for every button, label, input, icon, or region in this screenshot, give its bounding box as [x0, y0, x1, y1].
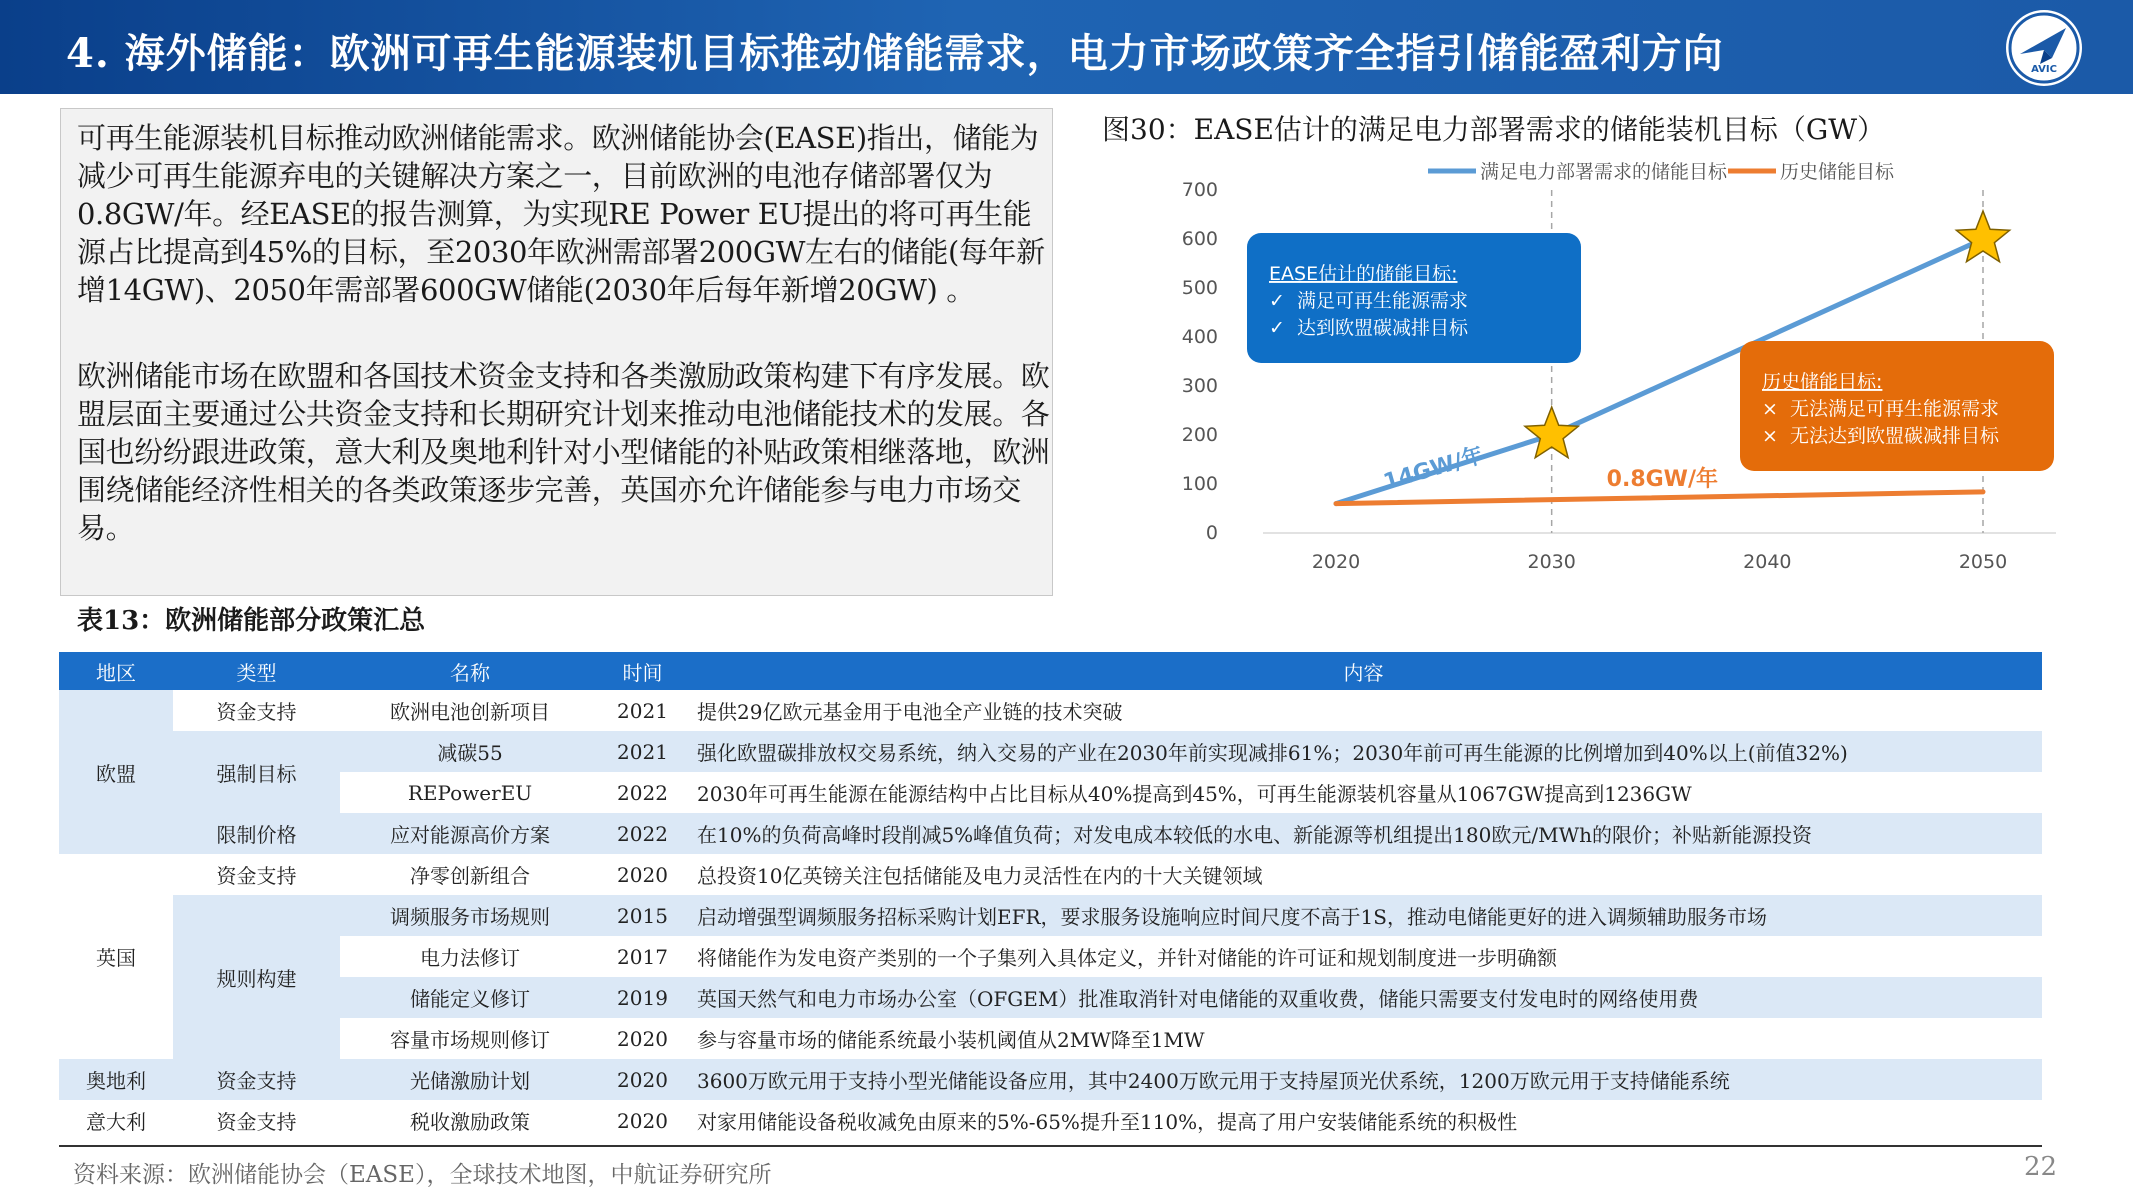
- table-header-row: [59, 652, 2042, 690]
- star-marker: [1956, 211, 2009, 262]
- y-tick-label: 100: [1181, 473, 1218, 495]
- policy-year: 2020: [617, 862, 668, 887]
- star-marker: [1525, 407, 1578, 458]
- region-cell: 意大利: [59, 1100, 173, 1141]
- policy-name: 容量市场规则修订: [390, 1028, 550, 1052]
- line-label-blue: 14GW/年: [1380, 442, 1487, 496]
- policy-content: 在10%的负荷高峰时段削减5%峰值负荷；对发电成本较低的水电、新能源等机组提出180欧元/MWh的限价；补贴新能源投资: [685, 813, 2042, 854]
- hist-box-title: 历史储能目标:: [1762, 371, 1883, 393]
- page-title: 4. 海外储能：欧洲可再生能源装机目标推动储能需求，电力市场政策齐全指引储能盈利方向: [66, 30, 1724, 77]
- policy-name: 税收激励政策: [410, 1110, 530, 1134]
- y-tick-label: 700: [1181, 179, 1218, 201]
- policy-content: 3600万欧元用于支持小型光储能设备应用，其中2400万欧元用于支持屋顶光伏系统，1200万欧元用于支持储能系统: [685, 1059, 2042, 1100]
- table-row: [59, 690, 2042, 731]
- policy-content: 2030年可再生能源在能源结构中占比目标从40%提高到45%，可再生能源装机容量从1067GW提高到1236GW: [697, 782, 1692, 806]
- type-cell: 资金支持: [173, 1100, 340, 1141]
- policy-year: 2015: [600, 895, 685, 936]
- table-caption: 表13：欧洲储能部分政策汇总: [77, 606, 426, 636]
- policy-year: 2020: [617, 1026, 668, 1051]
- header-year: 时间: [600, 652, 685, 690]
- type-cell: 强制目标: [173, 731, 340, 813]
- header-bar: [0, 0, 2133, 94]
- y-tick-label: 300: [1181, 375, 1218, 397]
- check-icon: ✓: [1269, 290, 1285, 312]
- region-cell: 欧盟: [59, 690, 173, 854]
- policy-table: [59, 652, 2042, 1141]
- y-tick-label: 200: [1181, 424, 1218, 446]
- header-content: 内容: [685, 652, 2042, 690]
- series-line-historical: [1336, 492, 1983, 504]
- ease-box-title: EASE估计的储能目标:: [1269, 263, 1458, 285]
- policy-year: 2017: [617, 944, 668, 969]
- type-cell: 资金支持: [173, 854, 340, 895]
- y-tick-label: 400: [1181, 326, 1218, 348]
- policy-name: 调频服务市场规则: [340, 895, 600, 936]
- legend-label: 满足电力部署需求的储能目标: [1480, 161, 1728, 183]
- y-tick-label: 0: [1205, 522, 1218, 544]
- header-region: 地区: [59, 652, 173, 690]
- line-label-orange: 0.8GW/年: [1606, 466, 1719, 492]
- policy-name: 光储激励计划: [340, 1059, 600, 1100]
- region-cell: 奥地利: [59, 1059, 173, 1100]
- paragraph-ease-targets: 可再生能源装机目标推动欧洲储能需求。欧洲储能协会(EASE)指出，储能为减少可再生能源弃电的关键解决方案之一，目前欧洲的电池存储部署仅为0.8GW/年。经EASE的报告测算，为实现RE Power EU提出的将可再生能源占比提高到45%的目标，至2030年欧洲需部署200GW左右的储能(每年新增14GW)、2050年需部署600GW储能(2030年后每年新增20GW) 。: [77, 121, 1045, 307]
- policy-name: 应对能源高价方案: [340, 813, 600, 854]
- table-row: [59, 895, 2042, 936]
- policy-name: 减碳55: [340, 731, 600, 772]
- policy-content: 对家用储能设备税收减免由原来的5%-65%提升至110%，提高了用户安装储能系统的积极性: [697, 1110, 1518, 1134]
- policy-name: 储能定义修订: [340, 977, 600, 1018]
- legend-label: 历史储能目标: [1780, 161, 1895, 183]
- table-row: [59, 1059, 2042, 1100]
- policy-content: 启动增强型调频服务招标采购计划EFR，要求服务设施响应时间尺度不高于1S，推动电储能更好的进入调频辅助服务市场: [685, 895, 2042, 936]
- policy-name: 电力法修订: [420, 946, 520, 970]
- x-tick-label: 2040: [1743, 551, 1792, 573]
- storage-target-chart: [1090, 150, 2070, 580]
- x-tick-label: 2050: [1958, 551, 2008, 573]
- type-cell: 资金支持: [173, 690, 340, 731]
- policy-content: 提供29亿欧元基金用于电池全产业链的技术突破: [697, 700, 1123, 724]
- policy-year: 2022: [617, 780, 668, 805]
- paragraph-policy-overview: 欧洲储能市场在欧盟和各国技术资金支持和各类激励政策构建下有序发展。欧盟层面主要通过公共资金支持和长期研究计划来推动电池储能技术的发展。各国也纷纷跟进政策，意大利及奥地利针对小型储能的补贴政策相继落地，欧洲围绕储能经济性相关的各类政策逐步完善，英国亦允许储能参与电力市场交易。: [77, 359, 1050, 545]
- hist-box-item: 无法满足可再生能源需求: [1790, 398, 2000, 420]
- type-cell: 规则构建: [173, 895, 340, 1059]
- hist-box-item: 无法达到欧盟碳减排目标: [1790, 425, 2000, 447]
- logo-icon: [2006, 10, 2082, 86]
- type-cell: 限制价格: [173, 813, 340, 854]
- table-row: [59, 1018, 2042, 1059]
- avic-logo: [2006, 10, 2082, 86]
- table-row: [59, 1100, 2042, 1141]
- table-row: [59, 772, 2042, 813]
- policy-content: 参与容量市场的储能系统最小装机阈值从2MW降至1MW: [697, 1028, 1205, 1052]
- header-name: 名称: [340, 652, 600, 690]
- policy-content: 将储能作为发电资产类别的一个子集列入具体定义，并针对储能的许可证和规划制度进一步明确额: [697, 946, 1557, 970]
- policy-year: 2022: [600, 813, 685, 854]
- type-cell: 资金支持: [173, 1059, 340, 1100]
- y-tick-label: 600: [1181, 228, 1218, 250]
- table-row: [59, 813, 2042, 854]
- text-panel: [60, 108, 1053, 596]
- policy-year: 2019: [600, 977, 685, 1018]
- figure-title: 图30：EASE估计的满足电力部署需求的储能装机目标（GW）: [1102, 113, 1886, 146]
- header-type: 类型: [173, 652, 340, 690]
- policy-name: 净零创新组合: [410, 864, 530, 888]
- page-number: 22: [2024, 1152, 2058, 1182]
- policy-content: 强化欧盟碳排放权交易系统，纳入交易的产业在2030年前实现减排61%；2030年前可再生能源的比例增加到40%以上(前值32%): [685, 731, 2042, 772]
- x-tick-label: 2020: [1311, 551, 1361, 573]
- ease-box-item: 达到欧盟碳减排目标: [1297, 317, 1469, 339]
- ease-box-item: 满足可再生能源需求: [1297, 290, 1469, 312]
- table-row: [59, 854, 2042, 895]
- table-row: [59, 936, 2042, 977]
- policy-content: 英国天然气和电力市场办公室（OFGEM）批准取消针对电储能的双重收费，储能只需要支付发电时的网络使用费: [685, 977, 2042, 1018]
- y-tick-label: 500: [1181, 277, 1218, 299]
- cross-icon: ×: [1762, 425, 1778, 447]
- table-bottom-rule: [59, 1145, 2042, 1147]
- policy-year: 2020: [600, 1059, 685, 1100]
- policy-year: 2021: [600, 731, 685, 772]
- cross-icon: ×: [1762, 398, 1778, 420]
- policy-content: 总投资10亿英镑关注包括储能及电力灵活性在内的十大关键领域: [697, 864, 1263, 888]
- policy-year: 2021: [617, 698, 668, 723]
- x-tick-label: 2030: [1527, 551, 1576, 573]
- table-row: [59, 977, 2042, 1018]
- policy-year: 2020: [617, 1108, 668, 1133]
- policy-name: 欧洲电池创新项目: [390, 700, 550, 724]
- logo-text: AVIC: [2031, 64, 2057, 75]
- policy-name: REPowerEU: [407, 780, 533, 805]
- source-note: 资料来源：欧洲储能协会（EASE），全球技术地图，中航证券研究所: [73, 1162, 772, 1188]
- region-cell: 英国: [59, 854, 173, 1059]
- check-icon: ✓: [1269, 317, 1285, 339]
- table-row: [59, 731, 2042, 772]
